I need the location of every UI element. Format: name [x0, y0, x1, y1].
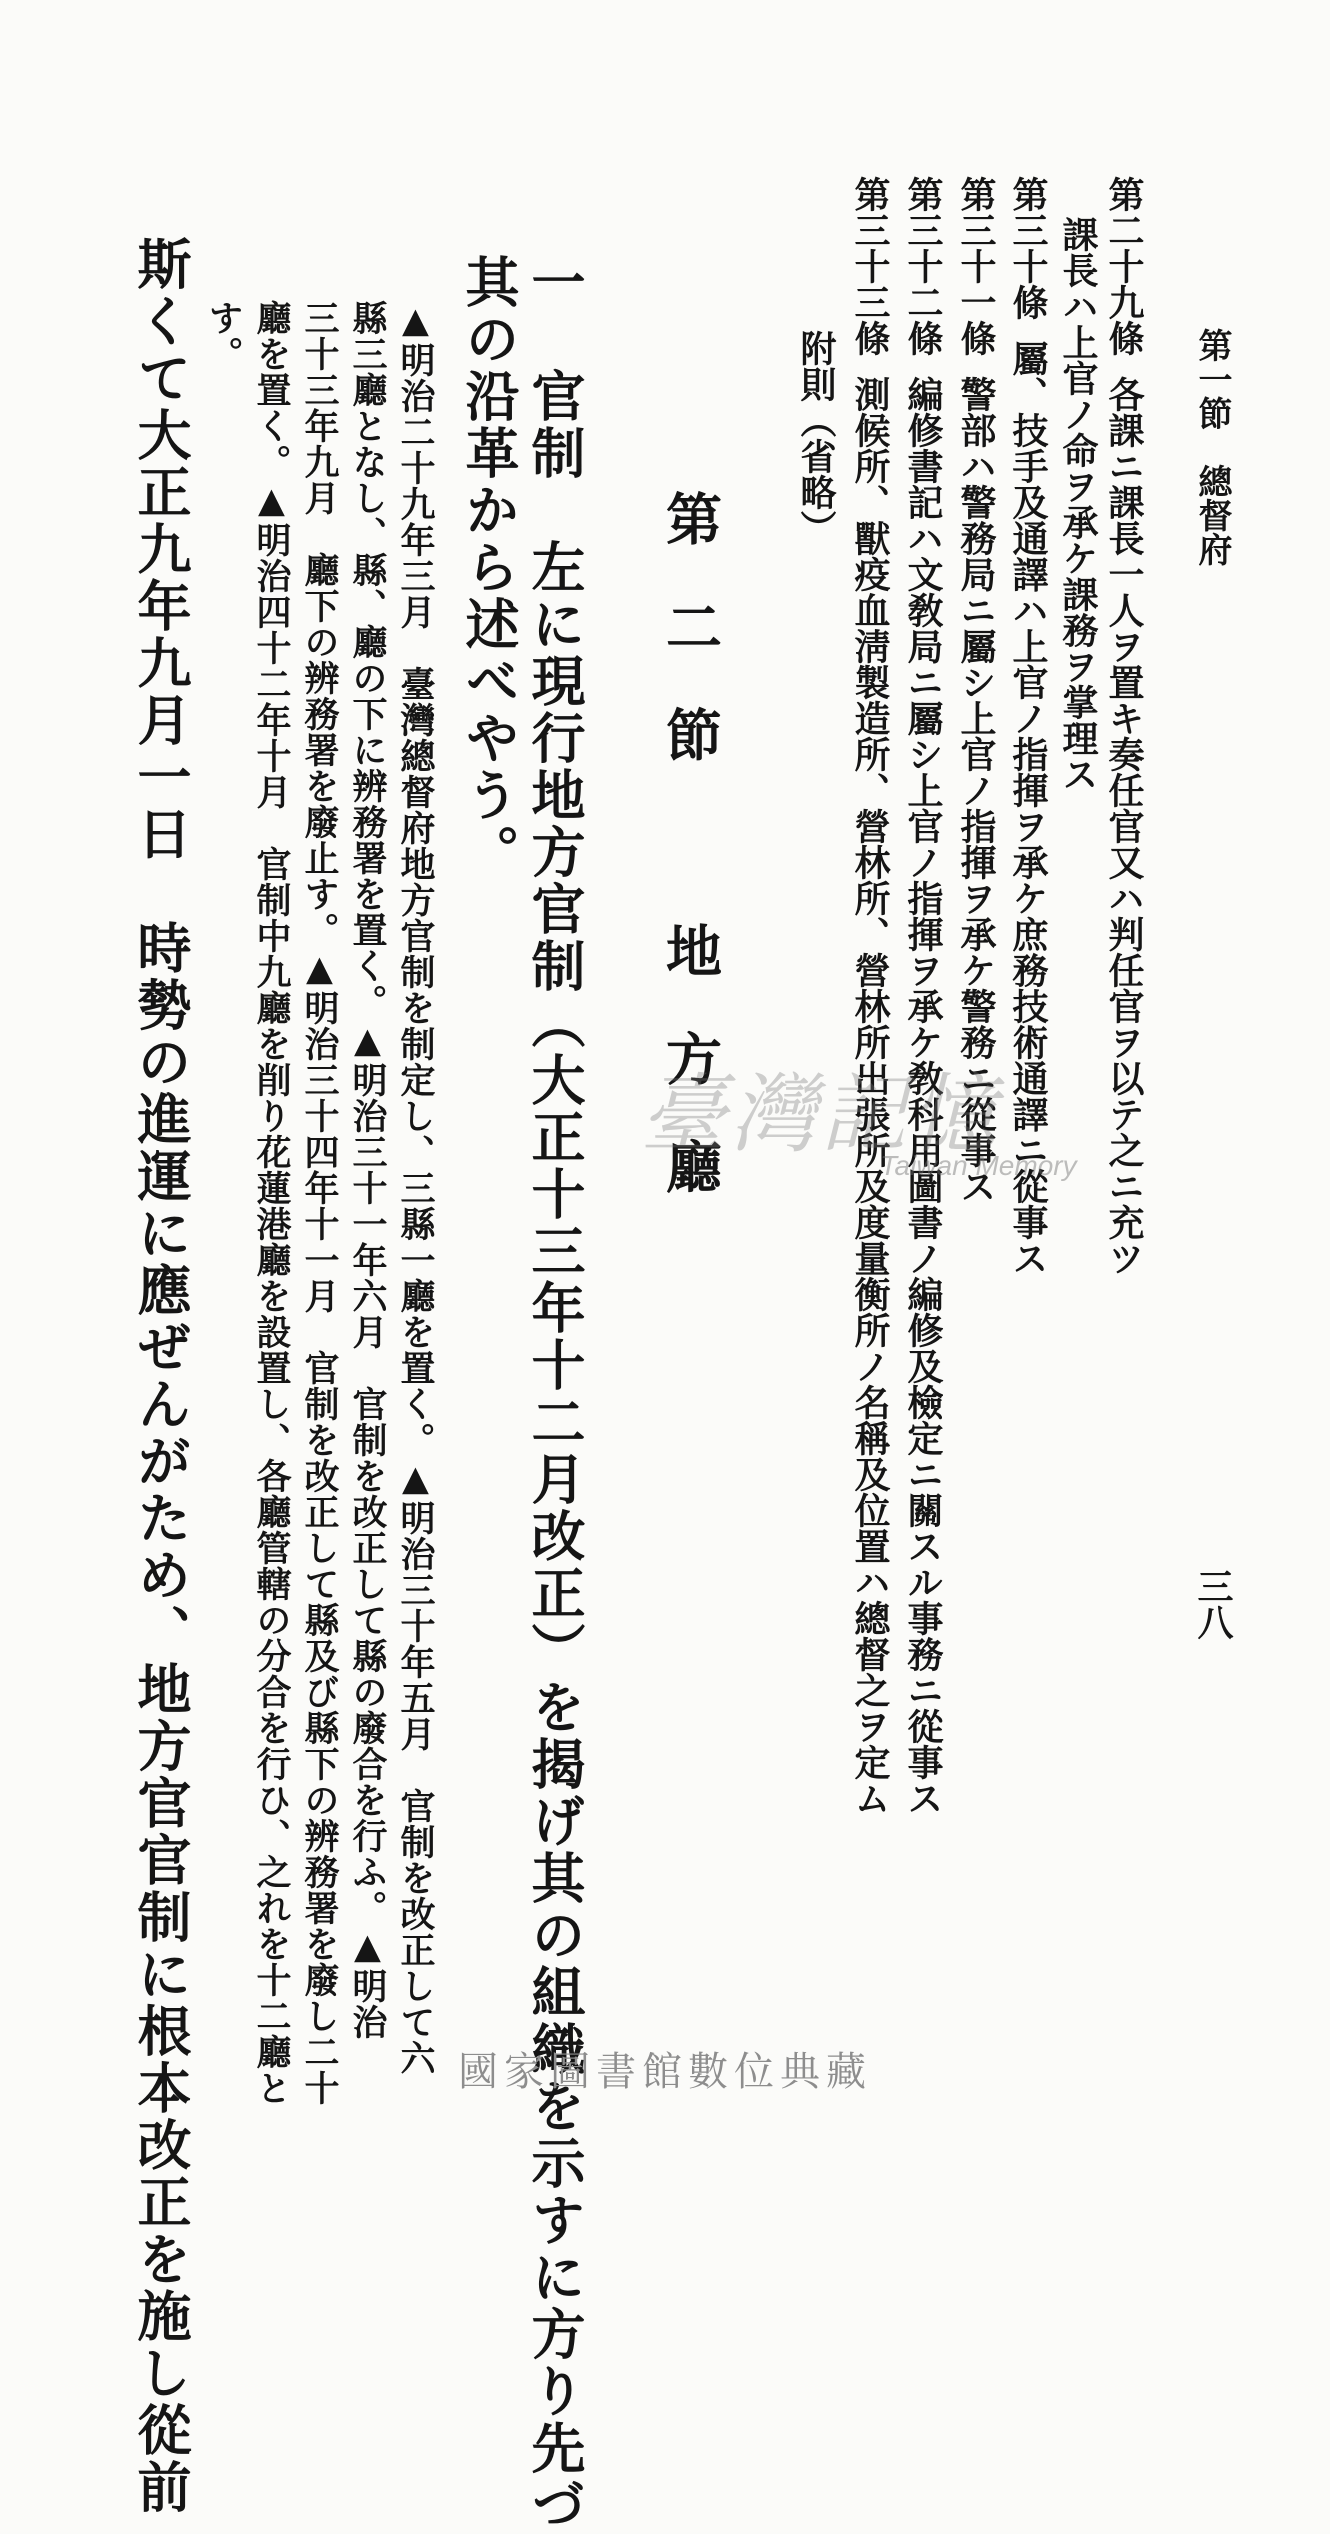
article-number: 第二十九條	[1103, 176, 1145, 356]
section-heading: 第二節 地方廳	[657, 490, 723, 1246]
body-line-1: 一 官制 左に現行地方官制（大正十三年十二月改正）を揭げ其の組織を示すに方り先づ	[523, 254, 587, 2534]
history-note-line: す。	[203, 300, 244, 372]
article-text: 課長ハ上官ノ命ヲ承ケ課務ヲ掌理ス	[1057, 216, 1099, 792]
history-note-line: 縣三廳となし、縣、廳の下に辨務署を置く。▲明治三十一年六月 官制を改正して縣の廢合を行ふ。▲明治	[347, 300, 388, 2040]
article-number: 第三十三條	[849, 176, 891, 356]
page-number: 三八	[1192, 1568, 1234, 1640]
footer-credit: 國家圖書館數位典藏	[458, 2049, 872, 2095]
article-text: 各課ニ課長一人ヲ置キ奏任官又ハ判任官ヲ以テ之ニ充ツ	[1103, 376, 1145, 1276]
law-article-32	[902, 176, 944, 1816]
law-article-29	[1103, 176, 1145, 1276]
watermark-logo: 臺灣記憶	[640, 1065, 1000, 1165]
running-header-title: 第一節 總督府	[1192, 328, 1232, 566]
history-note-line: ▲明治二十九年三月 臺灣總督府地方官制を制定し、三縣一廳を置く。▲明治三十年五月 官制を改正して六	[395, 300, 436, 2076]
article-text: 測候所、獸疫血淸製造所、營林所、營林所出張所及度量衡所ノ名稱及位置ハ總督之ヲ定ム	[849, 376, 891, 1816]
body-line-2: 其の沿革から述べやう。	[457, 254, 521, 881]
watermark-logo-en: Taiwan Memory	[880, 1150, 1077, 1181]
article-text: 警部ハ警務局ニ屬シ上官ノ指揮ヲ承ケ警務ニ從事ス	[955, 376, 997, 1204]
law-article-33	[849, 176, 891, 1816]
history-note-line: 廳を置く。▲明治四十二年十月 官制中九廳を削り花蓮港廳を設置し、各廳管轄の分合を行ひ、之れを十二廳と	[251, 300, 292, 2106]
history-note-line: 三十三年九月 廳下の辨務署を廢止す。▲明治三十四年十一月 官制を改正して縣及び縣下の辨務署を廢し二十	[299, 300, 340, 2106]
body-line-3: 斯くて大正九年九月一日 時勢の進運に應ぜんがため、地方官官制に根本改正を施し從前	[129, 236, 193, 2516]
law-article-29-cont	[1057, 216, 1099, 792]
article-text: 編修書記ハ文敎局ニ屬シ上官ノ指揮ヲ承ケ敎科用圖書ノ編修及檢定ニ關スル事務ニ從事ス	[902, 376, 944, 1816]
supplementary-provisions	[795, 330, 837, 546]
article-text: 附則（省略）	[795, 330, 837, 546]
law-article-30	[1007, 176, 1049, 1276]
article-number: 第三十條	[1007, 176, 1049, 320]
article-number: 第三十二條	[902, 176, 944, 356]
article-number: 第三十一條	[955, 176, 997, 356]
article-text: 屬、技手及通譯ハ上官ノ指揮ヲ承ケ庶務技術通譯ニ從事ス	[1007, 340, 1049, 1276]
